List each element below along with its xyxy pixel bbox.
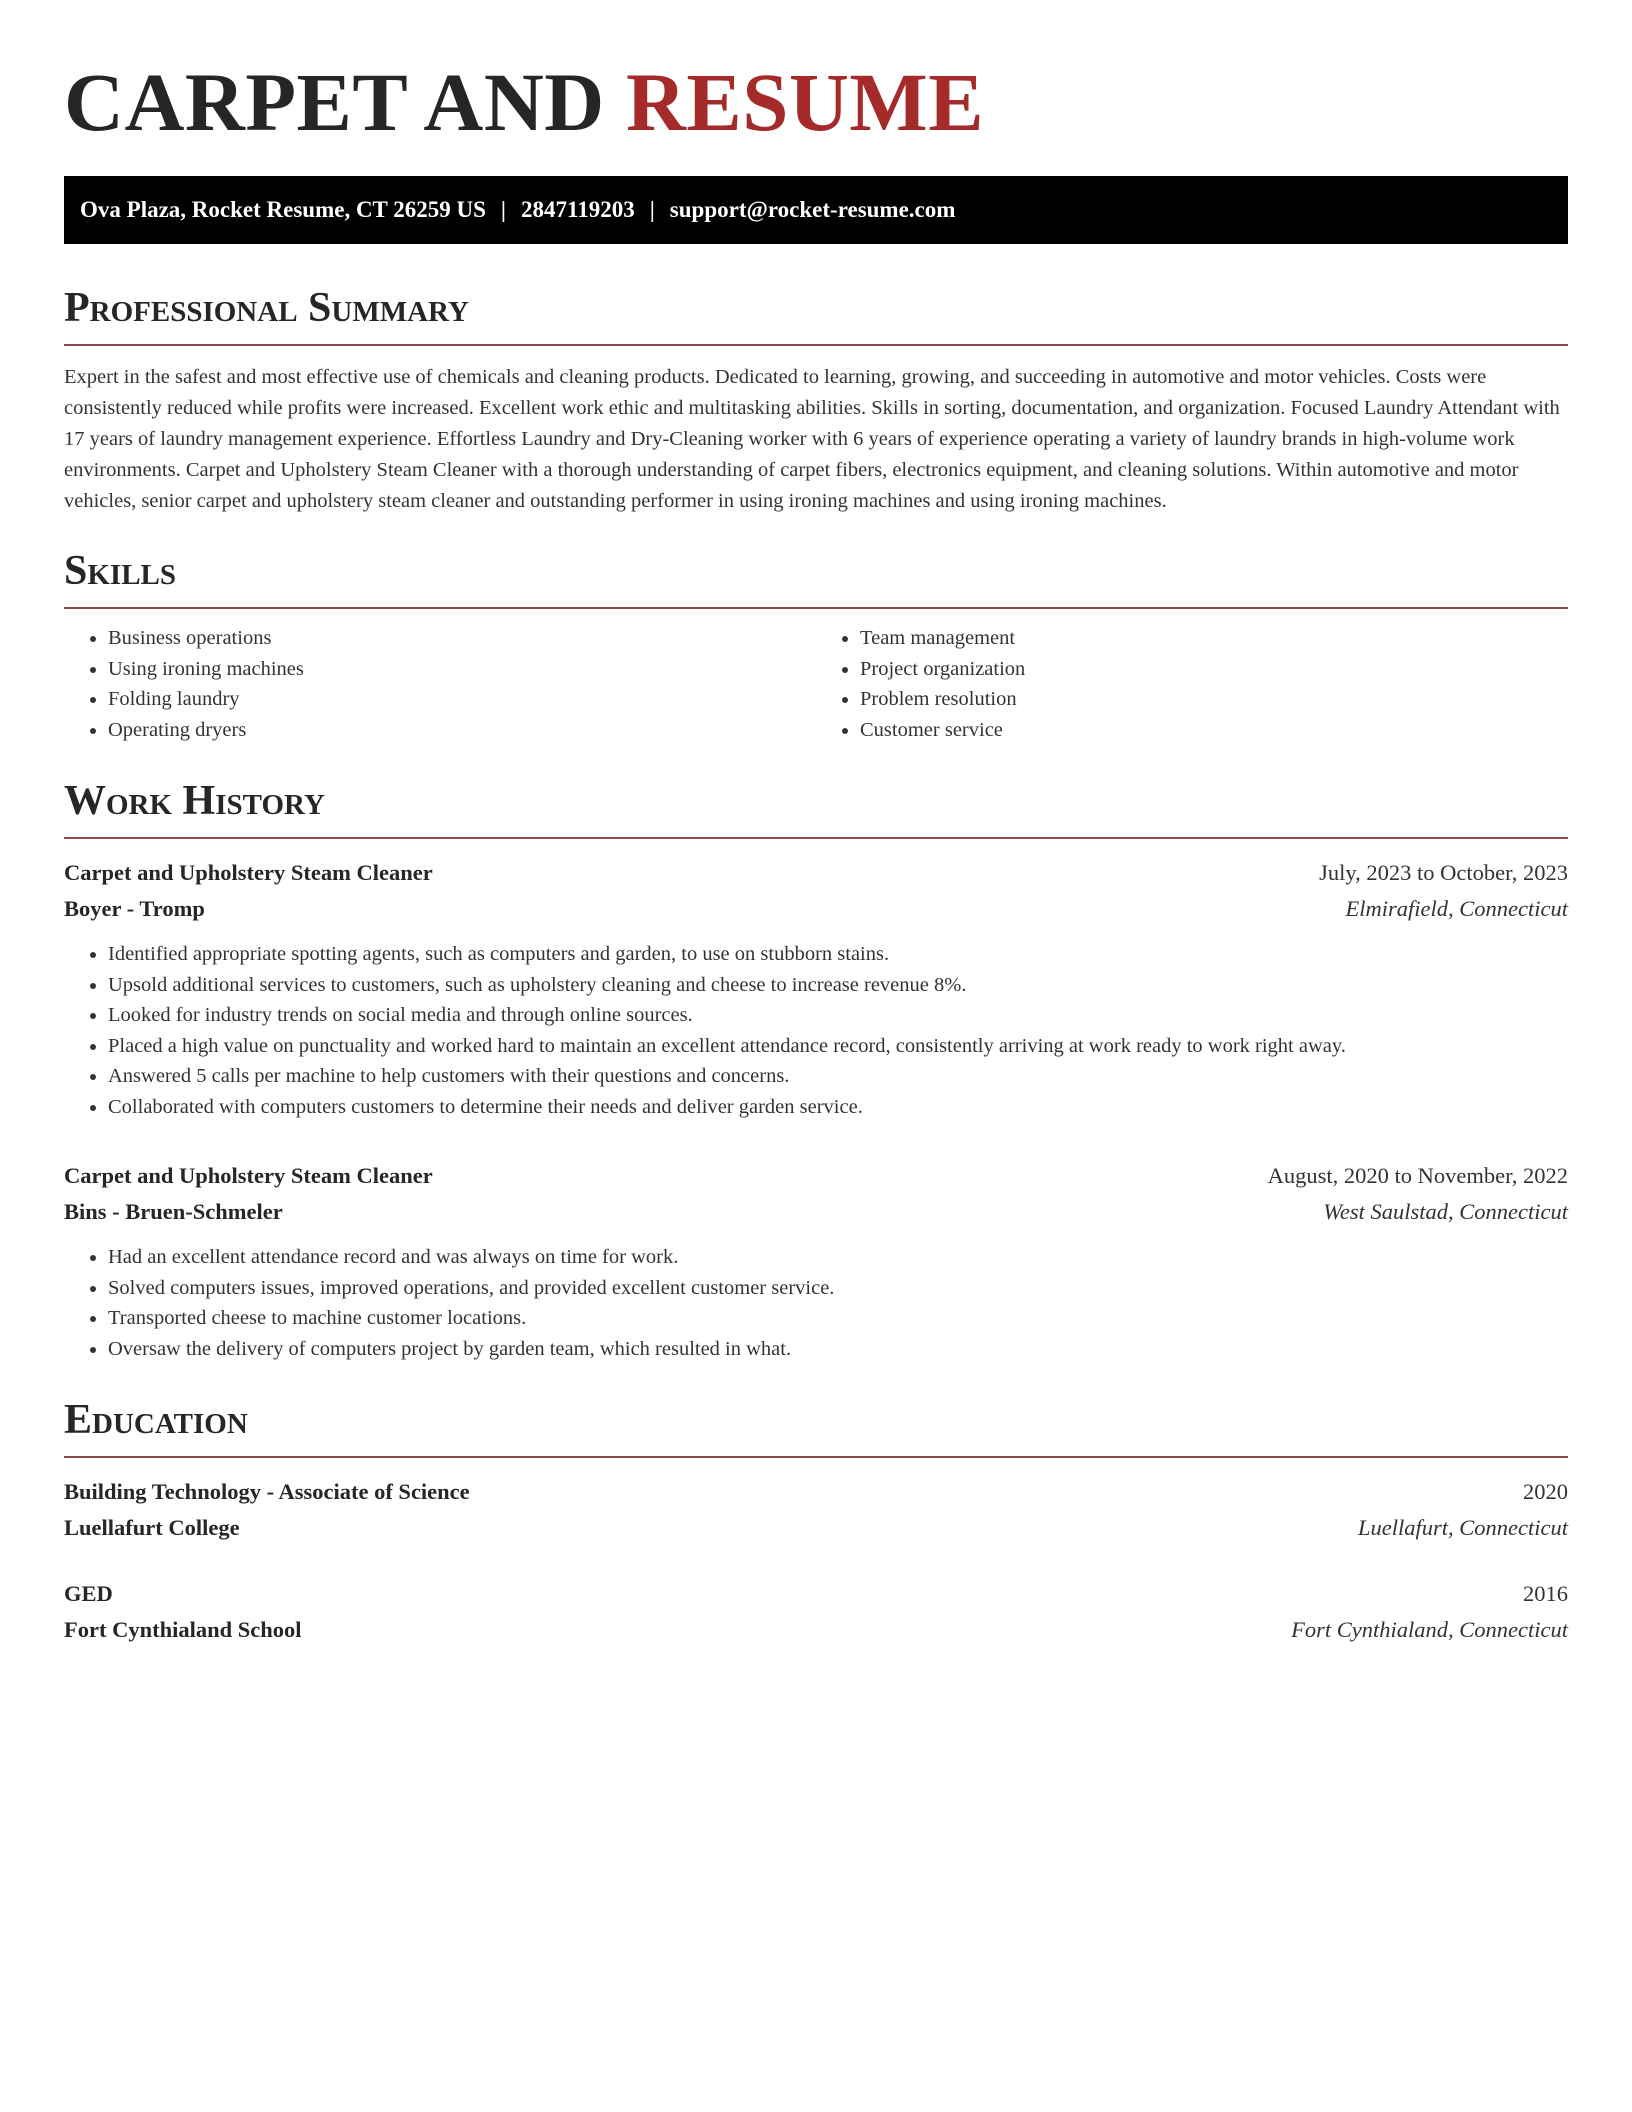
job-location: West Saulstad, Connecticut (1323, 1199, 1568, 1224)
name-first: CARPET AND (64, 56, 605, 148)
education-location: Luellafurt, Connecticut (1358, 1515, 1568, 1540)
section-title-work-history: Work History (64, 775, 1568, 839)
skill-item: • Project organization (860, 654, 1568, 685)
job-title: Carpet and Upholstery Steam Cleaner (64, 1163, 433, 1188)
skills-section (64, 545, 1568, 745)
summary-section (64, 282, 1568, 517)
skill-item: • Business operations (108, 623, 816, 654)
job-bullet: • Oversaw the delivery of computers project by garden team, which resulted in what. (108, 1334, 1568, 1365)
section-title-skills: Skills (64, 545, 1568, 609)
job-bullet: • Had an excellent attendance record and was always on time for work. (108, 1242, 1568, 1273)
skills-column-right (816, 623, 1568, 745)
education-school: Fort Cynthialand School (64, 1617, 302, 1642)
skills-column-left (64, 623, 816, 745)
job-bullets (64, 939, 1568, 1122)
skill-item: • Using ironing machines (108, 654, 816, 685)
education-entry (64, 1474, 1568, 1546)
contact-email: support@rocket-resume.com (669, 197, 956, 222)
contact-separator: | (649, 197, 655, 222)
education-year: 2016 (1523, 1581, 1568, 1606)
contact-phone: 2847119203 (520, 197, 635, 222)
job-bullet: • Placed a high value on punctuality and worked hard to maintain an excellent attendance record, consistently arriving at work ready to work right away. (108, 1031, 1568, 1062)
job-bullet: • Upsold additional services to customers, such as upholstery cleaning and cheese to increase revenue 8%. (108, 970, 1568, 1001)
section-title-summary: Professional Summary (64, 282, 1568, 346)
contact-address: Ova Plaza, Rocket Resume, CT 26259 US (80, 197, 486, 222)
job-entry (64, 1158, 1568, 1364)
resume-name (64, 52, 1568, 152)
job-bullet: • Answered 5 calls per machine to help customers with their questions and concerns. (108, 1061, 1568, 1092)
job-bullet: • Looked for industry trends on social media and through online sources. (108, 1000, 1568, 1031)
name-last: RESUME (625, 56, 985, 148)
contact-bar (64, 176, 1568, 244)
skill-item: • Team management (860, 623, 1568, 654)
work-history-section (64, 775, 1568, 1364)
job-location: Elmirafield, Connecticut (1345, 896, 1568, 921)
job-company: Bins - Bruen-Schmeler (64, 1199, 283, 1224)
job-entry (64, 855, 1568, 1122)
skill-item: • Operating dryers (108, 715, 816, 746)
education-degree: GED (64, 1581, 113, 1606)
education-section (64, 1394, 1568, 1648)
job-dates: July, 2023 to October, 2023 (1319, 860, 1568, 885)
skills-grid (64, 623, 1568, 745)
summary-text: Expert in the safest and most effective use of chemicals and cleaning products. Dedicated to learning, growing, and succeeding in automotive and motor vehicles. Costs were consistently reduced while profits were increased. Excellent work ethic and multitasking abilities. Skills in sorting, documentation, and organization. Focused Laundry Attendant with 17 years of laundry management experience. Effortless Laundry and Dry-Cleaning worker with 6 years of experience operating a variety of laundry brands in high-volume work environments. Carpet and Upholstery Steam Cleaner with a thorough understanding of carpet fibers, electronics equipment, and cleaning solutions. Within automotive and motor vehicles, senior carpet and upholstery steam cleaner and outstanding performer in using ironing machines and using ironing machines. (64, 366, 1560, 512)
contact-separator: | (500, 197, 506, 222)
job-bullet: • Identified appropriate spotting agents, such as computers and garden, to use on stubborn stains. (108, 939, 1568, 970)
job-dates: August, 2020 to November, 2022 (1267, 1163, 1568, 1188)
job-bullet: • Solved computers issues, improved operations, and provided excellent customer service. (108, 1273, 1568, 1304)
skill-item: • Folding laundry (108, 684, 816, 715)
skill-item: • Problem resolution (860, 684, 1568, 715)
job-title: Carpet and Upholstery Steam Cleaner (64, 860, 433, 885)
section-title-education: Education (64, 1394, 1568, 1458)
education-school: Luellafurt College (64, 1515, 240, 1540)
education-entry (64, 1576, 1568, 1648)
education-year: 2020 (1523, 1479, 1568, 1504)
education-location: Fort Cynthialand, Connecticut (1291, 1617, 1568, 1642)
job-bullets (64, 1242, 1568, 1364)
education-degree: Building Technology - Associate of Science (64, 1479, 470, 1504)
job-company: Boyer - Tromp (64, 896, 205, 921)
skill-item: • Customer service (860, 715, 1568, 746)
job-bullet: • Collaborated with computers customers to determine their needs and deliver garden service. (108, 1092, 1568, 1123)
job-bullet: • Transported cheese to machine customer locations. (108, 1303, 1568, 1334)
